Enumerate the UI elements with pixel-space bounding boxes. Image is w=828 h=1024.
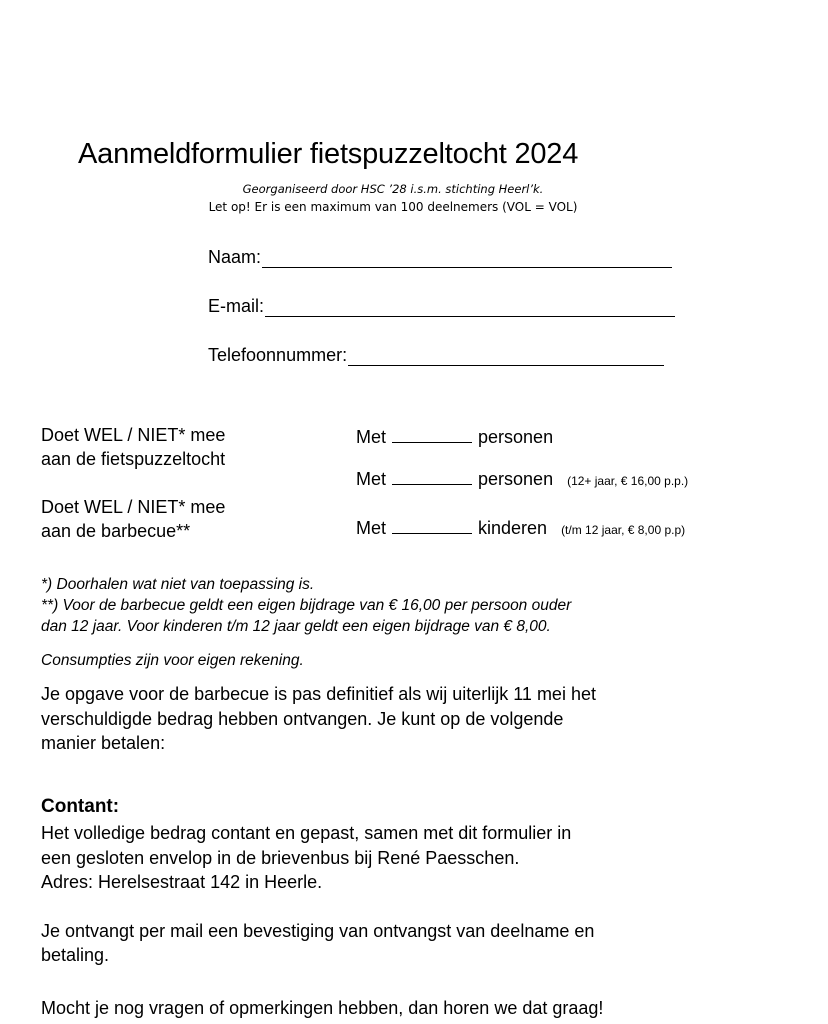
payment-intro-line-1: Je opgave voor de barbecue is pas definitief als wij uiterlijk 11 mei het [41, 684, 596, 704]
cash-line-2: een gesloten envelop in de brievenbus bij René Paesschen. [41, 848, 520, 868]
payment-intro-line-2: verschuldigde bedrag hebben ontvangen. Je kunt op de volgende [41, 709, 564, 729]
met-label: Met [356, 518, 387, 538]
tour-participation-label-2: aan de fietspuzzeltocht [41, 449, 226, 469]
met-label: Met [356, 469, 387, 489]
email-field[interactable] [208, 296, 675, 317]
footnote-2-line-2: dan 12 jaar. Voor kinderen t/m 12 jaar geldt een eigen bijdrage van € 8,00. [41, 618, 551, 635]
met-label: Met [356, 427, 387, 447]
name-input-line[interactable] [262, 247, 672, 268]
confirmation-line-2: betaling. [41, 945, 110, 965]
persons-label: personen [478, 427, 554, 447]
cash-address: Adres: Herelsestraat 142 in Heerle. [41, 872, 323, 892]
phone-field[interactable] [208, 345, 664, 366]
questions-line: Mocht je nog vragen of opmerkingen hebben, dan horen we dat graag! [41, 998, 604, 1018]
capacity-note: Let op! Er is een maximum van 100 deelnemers (VOL = VOL) [208, 200, 578, 214]
name-field[interactable] [208, 247, 672, 268]
email-label: E-mail: [208, 296, 265, 316]
page-title: Aanmeldformulier fietspuzzeltocht 2024 [78, 138, 579, 170]
phone-input-line[interactable] [348, 345, 664, 366]
children-label: kinderen [478, 518, 548, 538]
persons-label: personen [478, 469, 554, 489]
organizer-subtitle: Georganiseerd door HSC ’28 i.s.m. stichting Heerl’k. [242, 182, 544, 196]
tour-participation-label-1: Doet WEL / NIET* mee [41, 425, 226, 445]
confirmation-line-1: Je ontvangt per mail een bevestiging van ontvangst van deelname en [41, 921, 595, 941]
bbq-adults-row [356, 466, 688, 490]
phone-label: Telefoonnummer: [208, 345, 348, 365]
cash-line-1: Het volledige bedrag contant en gepast, samen met dit formulier in [41, 823, 572, 843]
adult-price-note: (12+ jaar, € 16,00 p.p.) [567, 474, 689, 488]
consumptions-note: Consumpties zijn voor eigen rekening. [41, 652, 304, 669]
bbq-children-blank[interactable] [392, 515, 472, 534]
tour-persons-row [356, 424, 553, 448]
email-input-line[interactable] [265, 296, 675, 317]
child-price-note: (t/m 12 jaar, € 8,00 p.p) [561, 523, 686, 537]
bbq-adults-blank[interactable] [392, 466, 472, 485]
bbq-children-row [356, 515, 685, 539]
footnote-2-line-1: **) Voor de barbecue geldt een eigen bijdrage van € 16,00 per persoon ouder [41, 597, 572, 614]
cash-heading: Contant: [41, 796, 120, 817]
footnote-1: *) Doorhalen wat niet van toepassing is. [41, 576, 315, 593]
bbq-participation-label-2: aan de barbecue** [41, 521, 191, 541]
name-label: Naam: [208, 247, 262, 267]
tour-persons-blank[interactable] [392, 424, 472, 443]
bbq-participation-label-1: Doet WEL / NIET* mee [41, 497, 226, 517]
payment-intro-line-3: manier betalen: [41, 733, 166, 753]
